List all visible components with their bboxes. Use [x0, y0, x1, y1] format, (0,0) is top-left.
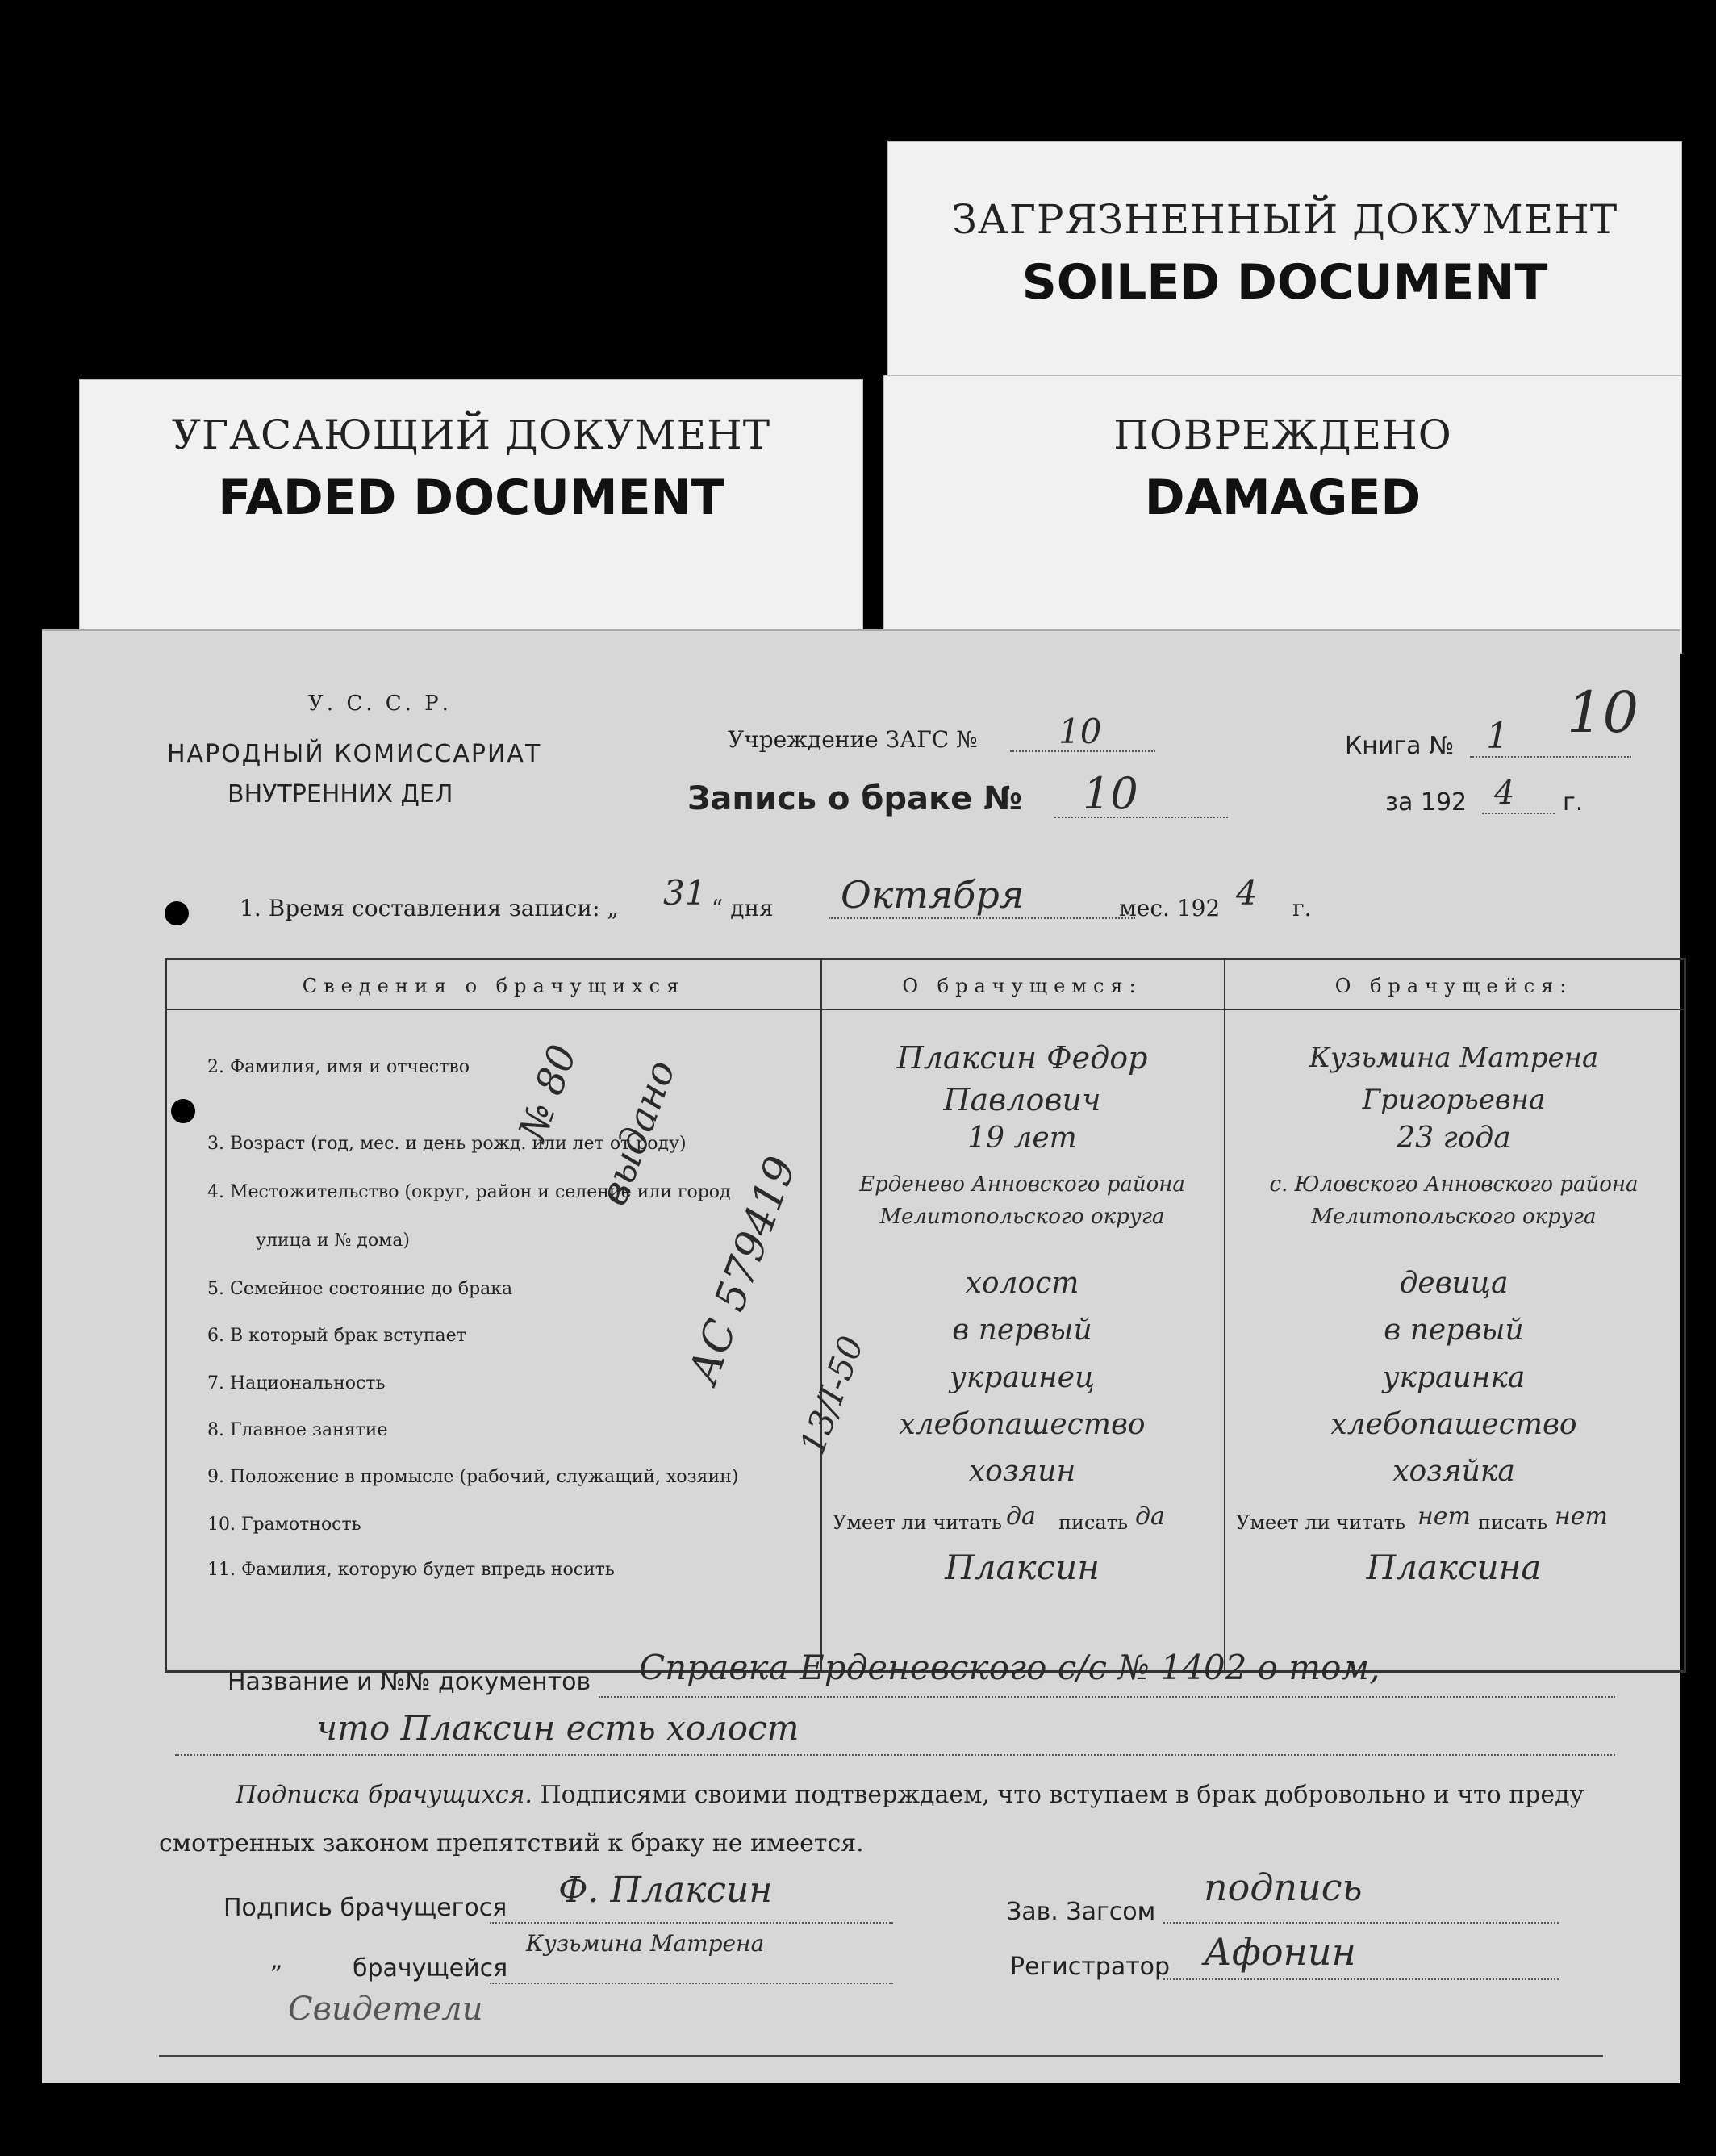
ussr-header: У. С. С. Р. — [308, 692, 452, 716]
corner-number: 10 — [1567, 679, 1639, 746]
pledge-italic: Подписка брачущихся. — [236, 1781, 532, 1809]
row-label-position: 9. Положение в промысле (рабочий, служащий, хозяин) — [207, 1467, 739, 1487]
row-label-street: улица и № дома) — [256, 1231, 410, 1251]
year-line — [1482, 813, 1555, 814]
header-divider — [167, 1009, 1684, 1010]
record-year: 4 — [1236, 873, 1258, 913]
documents-line-2-text: что Плаксин есть холост — [316, 1708, 800, 1748]
groom-signature: Ф. Плаксин — [558, 1870, 773, 1911]
bride-marital: девица — [1399, 1267, 1509, 1300]
year-suffix: г. — [1563, 788, 1584, 817]
record-number-line — [1054, 817, 1228, 818]
zags-label: Учреждение ЗАГС № — [728, 726, 978, 753]
registrar-signature-line — [1163, 1978, 1559, 1980]
bride-read: нет — [1417, 1502, 1471, 1531]
groom-read: да — [1006, 1502, 1036, 1531]
margin-note-issued: выдано — [591, 1054, 685, 1212]
col-header-info: Сведения о брачущихся — [302, 975, 686, 997]
head-signature-line — [1163, 1922, 1559, 1924]
marriage-record-sheet — [42, 629, 1680, 2083]
groom-signature-line — [490, 1922, 893, 1924]
head-signature: подпись — [1204, 1866, 1363, 1909]
zags-value: 10 — [1058, 712, 1102, 751]
head-signature-label: Зав. Загсом — [1006, 1898, 1156, 1926]
record-number: 10 — [1083, 768, 1138, 819]
documents-line-2 — [175, 1754, 1615, 1756]
row-label-nationality: 7. Национальность — [207, 1373, 386, 1393]
groom-signature-label: Подпись брачущегося — [223, 1894, 507, 1922]
groom-write: да — [1135, 1502, 1165, 1531]
bottom-rule — [159, 2055, 1603, 2057]
bride-signature-line — [490, 1983, 893, 1984]
groom-marital: холост — [965, 1267, 1079, 1300]
groom-nationality: украинец — [949, 1361, 1096, 1394]
row-label-occupation: 8. Главное занятие — [207, 1420, 388, 1440]
year-value: 4 — [1494, 775, 1515, 812]
record-day: 31 — [663, 873, 707, 913]
soiled-document-card — [887, 141, 1682, 407]
record-time-label: 1. Время составления записи: „ — [240, 895, 619, 921]
record-day-suffix: “ дня — [712, 895, 774, 921]
registrar-signature-label: Регистратор — [1010, 1953, 1171, 1981]
margin-note-number: № 80 — [510, 1038, 587, 1147]
row-label-marriage-number: 6. В который брак вступает — [207, 1326, 466, 1346]
registrar-signature: Афонин — [1204, 1930, 1356, 1974]
bride-signature-label: брачущейся — [353, 1954, 508, 1983]
groom-marriage-number: в первый — [952, 1314, 1092, 1347]
month-line — [829, 917, 1135, 919]
record-year-end: г. — [1292, 895, 1312, 921]
record-month: Октября — [841, 873, 1025, 917]
documents-line-1 — [599, 1696, 1615, 1698]
damaged-label-ru: ПОВРЕЖДЕНО — [1113, 412, 1452, 458]
margin-note-date: 13/I-50 — [792, 1331, 871, 1460]
row-label-marital: 5. Семейное состояние до брака — [207, 1279, 513, 1299]
groom-age: 19 лет — [967, 1122, 1077, 1155]
groom-position: хозяин — [968, 1455, 1076, 1488]
year-label: за 192 — [1385, 788, 1468, 817]
soiled-label-en: SOILED DOCUMENT — [1021, 254, 1548, 311]
bride-signature-prefix: „ — [270, 1946, 283, 1974]
soiled-label-ru: ЗАГРЯЗНЕННЫЙ ДОКУМЕНТ — [951, 196, 1618, 243]
groom-occupation: хлебопашество — [899, 1408, 1146, 1441]
groom-write-label: писать — [1058, 1511, 1129, 1534]
row-label-name: 2. Фамилия, имя и отчество — [207, 1057, 470, 1077]
witnesses-signature: Свидетели — [288, 1991, 483, 2028]
col-header-bride: О брачущейся: — [1334, 975, 1573, 997]
bride-occupation: хлебопашество — [1330, 1408, 1577, 1441]
groom-future-surname: Плаксин — [945, 1548, 1100, 1587]
data-table — [165, 958, 1686, 1673]
book-label: Книга № — [1345, 732, 1455, 760]
groom-name: Плаксин Федор Павлович — [896, 1040, 1148, 1118]
documents-label: Название и №№ документов — [228, 1668, 591, 1696]
pledge-text-1 — [236, 1781, 1584, 1809]
row-label-literacy: 10. Грамотность — [207, 1515, 361, 1535]
groom-read-label: Умеет ли читать — [833, 1511, 1002, 1534]
bride-residence: с. Юловского Анновского района Мелитопольского округа — [1269, 1172, 1639, 1229]
column-divider — [820, 960, 822, 1670]
bride-future-surname: Плаксина — [1366, 1548, 1542, 1587]
bride-nationality: украинка — [1382, 1361, 1526, 1394]
bride-age: 23 года — [1397, 1122, 1511, 1155]
punch-hole — [165, 901, 189, 925]
row-label-surname: 11. Фамилия, которую будет впредь носить — [207, 1560, 615, 1580]
column-divider — [1224, 960, 1225, 1670]
pledge-text: Подписями своими подтверждаем, что вступаем в брак добровольно и что преду — [540, 1781, 1584, 1809]
commissariat-header: НАРОДНЫЙ КОМИССАРИАТ — [167, 740, 542, 768]
internal-affairs-header: ВНУТРЕННИХ ДЕЛ — [228, 780, 453, 808]
bride-name: Кузьмина Матрена Григорьевна — [1309, 1042, 1599, 1116]
bride-signature: Кузьмина Матрена — [526, 1930, 765, 1957]
pledge-text-2: смотренных законом препятствий к браку не имеется. — [159, 1829, 864, 1857]
bride-marriage-number: в первый — [1384, 1314, 1524, 1347]
book-value: 1 — [1486, 716, 1509, 757]
col-header-groom: О брачущемся: — [902, 975, 1142, 997]
documents-line-1-text: Справка Ерденевского с/с № 1402 о том, — [639, 1648, 1380, 1687]
bride-write-label: писать — [1478, 1511, 1548, 1534]
damaged-document-card — [883, 375, 1682, 654]
faded-document-card — [79, 379, 863, 646]
bride-write: нет — [1555, 1502, 1608, 1531]
record-month-suffix: мес. 192 — [1119, 895, 1221, 921]
faded-label-ru: УГАСАЮЩИЙ ДОКУМЕНТ — [171, 412, 771, 458]
row-label-age: 3. Возраст (год, мес. и день рожд. или лет от роду) — [207, 1134, 687, 1154]
bride-read-label: Умеет ли читать — [1236, 1511, 1405, 1534]
damaged-label-en: DAMAGED — [1144, 470, 1422, 526]
margin-note-certificate: АС 579419 — [679, 1150, 807, 1390]
record-title: Запись о браке № — [687, 780, 1023, 817]
row-label-residence: 4. Местожительство (округ, район и селение или город — [207, 1182, 731, 1202]
bride-position: хозяйка — [1392, 1455, 1515, 1488]
groom-residence: Ерденево Анновского района Мелитопольского округа — [859, 1172, 1185, 1229]
faded-label-en: FADED DOCUMENT — [218, 470, 724, 526]
